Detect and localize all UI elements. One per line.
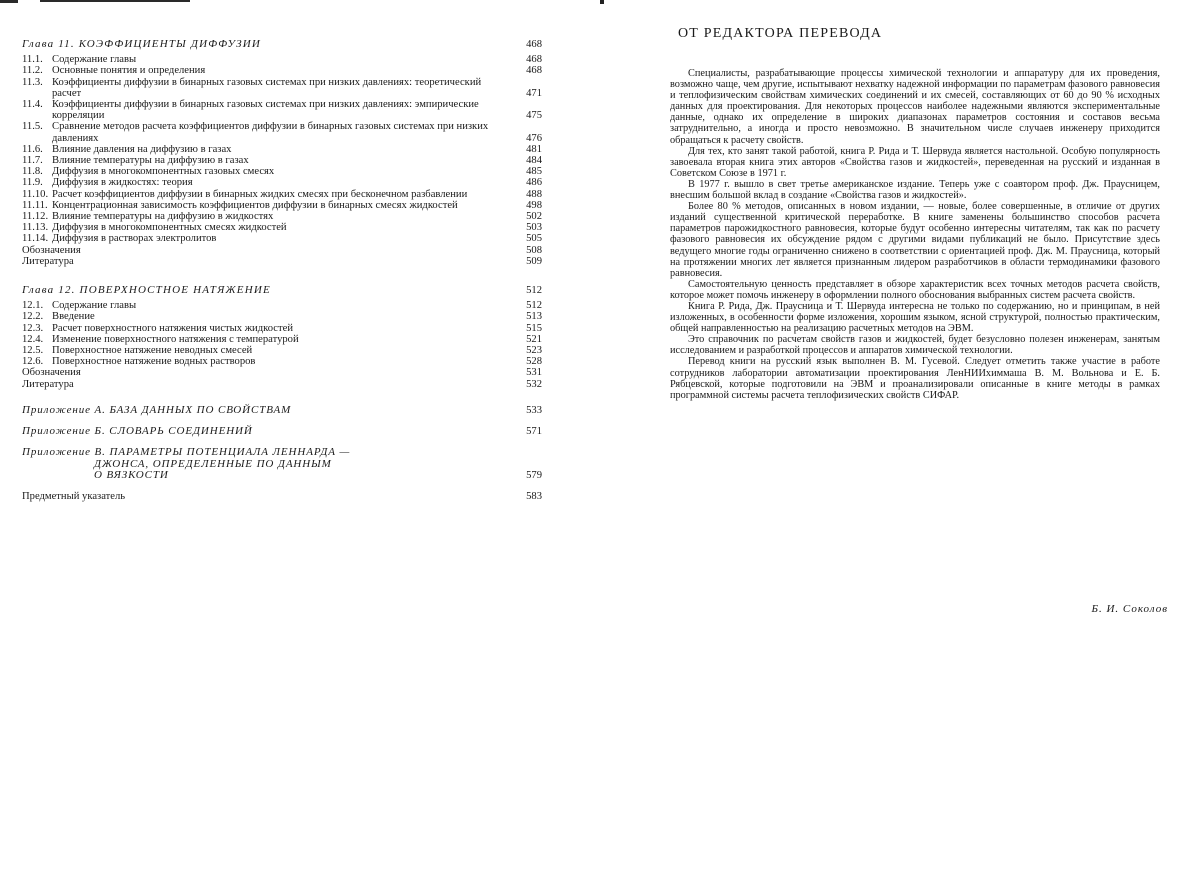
entry-number: 11.1. (22, 54, 43, 66)
entry-page: 486 (526, 177, 542, 189)
entry-page: 468 (526, 65, 542, 77)
entry-number: 11.7. (22, 155, 43, 167)
toc-entry (22, 334, 542, 345)
entry-number: 11.2. (22, 65, 43, 77)
toc-entry (22, 166, 542, 177)
entry-number: 11.13. (22, 222, 49, 234)
entry-page: 513 (526, 311, 542, 323)
toc-entry (22, 189, 542, 200)
toc-entry (22, 155, 542, 166)
toc-entry (22, 65, 542, 76)
toc-chapter (22, 285, 542, 390)
entry-number: 11.6. (22, 143, 43, 155)
tail-page: 508 (526, 244, 542, 256)
editor-signature: Б. И. Соколов (1091, 603, 1168, 615)
toc-entry (22, 233, 542, 244)
preface-paragraph: Для тех, кто занят такой работой, книга Р. Рида и Т. Шервуда является настольной. Особую популярность завоевала вторая книга этих авторов «Свойства газов и жидкостей», переведенная на русский и изданная в Советском Союзе в 1971 г. (670, 145, 1160, 179)
appendix-title: Приложение Б. СЛОВАРЬ СОЕДИНЕНИЙ (22, 425, 253, 438)
toc-entry (22, 311, 542, 322)
toc-entry (22, 77, 542, 99)
entry-number: 12.5. (22, 345, 44, 357)
entry-number: 11.10. (22, 188, 49, 200)
index-page: 583 (526, 490, 542, 502)
tail-title: Литература (22, 378, 74, 390)
entry-page: 528 (526, 356, 542, 368)
entry-number: 11.5. (22, 121, 43, 133)
chapter-page: 512 (526, 285, 542, 297)
toc-entry (22, 356, 542, 367)
toc-entry (22, 121, 542, 143)
toc-entry (22, 99, 542, 121)
entry-title: Сравнение методов расчета коэффициентов диффузии в бинарных газовых системах при низких давлениях (52, 121, 489, 144)
entry-title: Коэффициенты диффузии в бинарных газовых системах при низких давлениях: эмпирические корреляции (52, 99, 479, 122)
entry-page: 481 (526, 143, 542, 155)
entry-title: Диффузия в многокомпонентных смесях жидкостей (52, 222, 287, 234)
appendix-title-cont: О ВЯЗКОСТИ (94, 468, 169, 481)
entry-page: 512 (526, 300, 542, 312)
toc-appendix (22, 405, 542, 416)
entry-number: 11.8. (22, 166, 43, 178)
entry-title: Поверхностное натяжение водных растворов (52, 356, 256, 368)
preface-paragraph: Это справочник по расчетам свойств газов и жидкостей, будет безусловно полезен инженерам, занятым исследованием и разработкой процессов и аппаратов химической технологии. (670, 334, 1160, 357)
entry-title: Влияние температуры на диффузию в газах (52, 155, 249, 167)
entry-page: 475 (526, 110, 542, 122)
entry-page: 498 (526, 199, 542, 211)
entry-number: 11.9. (22, 177, 43, 189)
entry-title: Основные понятия и определения (52, 65, 206, 77)
entry-title: Диффузия в растворах электролитов (52, 233, 217, 245)
entry-title: Концентрационная зависимость коэффициентов диффузии в бинарных смесях жидкостей (52, 199, 458, 211)
toc-entry (22, 200, 542, 211)
entry-title: Расчет поверхностного натяжения чистых жидкостей (52, 322, 293, 334)
toc-index (22, 491, 542, 502)
appendix-title: Приложение А. БАЗА ДАННЫХ ПО СВОЙСТВАМ (22, 403, 292, 416)
entry-number: 12.2. (22, 311, 44, 323)
entry-number: 11.11. (22, 199, 48, 211)
toc-entry (22, 211, 542, 222)
toc-entry (22, 144, 542, 155)
preface-paragraph: Перевод книги на русский язык выполнен В. М. Гусевой. Следует отметить также участие в работе сотрудников лаборатории автоматизации проектирования ЛенНИИхиммаша В. М. Вольнова и Е. Б. Рябцевской, которые подготовили на ЭВМ и проанализировали описанные в книге методы в рамках программной системы расчета теплофизических свойств СИФАР. (670, 356, 1160, 401)
entry-number: 12.1. (22, 300, 44, 312)
tail-title: Литература (22, 255, 74, 267)
toc-entry (22, 300, 542, 311)
chapter-title: Глава 11. КОЭФФИЦИЕНТЫ ДИФФУЗИИ (22, 38, 262, 50)
appendix-page: 579 (526, 469, 542, 481)
entry-page: 468 (526, 54, 542, 66)
chapter-title: Глава 12. ПОВЕРХНОСТНОЕ НАТЯЖЕНИЕ (22, 284, 271, 297)
toc-appendix (22, 447, 542, 481)
entry-number: 12.3. (22, 322, 44, 334)
preface-paragraph: Самостоятельную ценность представляет в обзоре характеристик всех точных методов расчета свойств, которое может помочь инженеру в оформлении полного обоснования выбранных систем расчета свойств. (670, 278, 1160, 301)
entry-page: 485 (526, 166, 542, 178)
toc-entry (22, 177, 542, 188)
entry-number: 12.4. (22, 333, 44, 345)
index-title: Предметный указатель (22, 490, 126, 502)
scan-edge-mark (0, 0, 18, 3)
table-of-contents (22, 36, 542, 502)
entry-title: Расчет коэффициентов диффузии в бинарных жидких смесях при бесконечном разбавлении (52, 188, 468, 200)
toc-chapter (22, 39, 542, 267)
entry-number: 11.4. (22, 99, 43, 111)
tail-title: Обозначения (22, 367, 81, 379)
entry-title: Влияние давления на диффузию в газах (52, 143, 232, 155)
appendix-page: 571 (526, 426, 542, 438)
entry-title: Поверхностное натяжение неводных смесей (52, 345, 253, 357)
preface-paragraph: Специалисты, разрабатывающие процессы химической технологии и аппаратуру для их проведения, возможно чаще, чем другие, испытывают нехватку надежной информации по параметрам фазового равновесия и теплофизическим свойствам химических соединений и их смесей, составляющих от 60 до 90 % исходных данных для проектирования. Для некоторых процессов наиболее надежными являются экспериментальные данные, однако их определение в широких диапазонах параметров состояния и составов весьма затруднительно, а иногда и просто невозможно. В значительном числе случаев инженеру приходится обращаться к расчету свойств. (670, 68, 1160, 146)
toc-entry (22, 222, 542, 233)
scan-top-bar (40, 0, 190, 2)
entry-title: Содержание главы (52, 300, 137, 312)
entry-number: 11.12. (22, 211, 49, 223)
toc-entry (22, 54, 542, 65)
entry-number: 11.14. (22, 233, 49, 245)
preface-paragraph: В 1977 г. вышло в свет третье американское издание. Теперь уже с соавтором проф. Дж. Праусницем, внесшим большой вклад в создание «Свойства газов и жидкостей». (670, 178, 1160, 202)
editor-preface-title: ОТ РЕДАКТОРА ПЕРЕВОДА (678, 26, 883, 41)
entry-title: Изменение поверхностного натяжения с температурой (52, 333, 299, 345)
toc-entry (22, 345, 542, 356)
entry-page: 505 (526, 233, 542, 245)
chapter-page: 468 (526, 39, 542, 50)
entry-page: 484 (526, 155, 542, 167)
toc-tail-entry (22, 379, 542, 390)
entry-page: 521 (526, 333, 542, 345)
entry-page: 523 (526, 345, 542, 357)
right-page (600, 0, 1200, 887)
entry-title: Влияние температуры на диффузию в жидкостях (52, 211, 274, 223)
entry-number: 12.6. (22, 356, 44, 368)
preface-paragraph: Более 80 % методов, описанных в новом издании, — новые, более совершенные, в отличие от других изданий существенной критической переработке. В книге заменены большинство способов расчета параметров парожидкостного равновесия, которые будут особенно интересны читателям, так как по расчету фазового равновесия их обсуждение рядом с другими видами публикаций не было. Присутствие здесь ведущего многие годы ограниченно снижено в соответствии с ориентацией проф. Дж. М. Праусница, который на протяжении многих лет является признанным лидером разработчиков в области термодинамики фазового равновесия. (670, 201, 1160, 279)
entry-page: 515 (526, 322, 542, 334)
toc-tail-entry (22, 367, 542, 378)
chapter-heading (22, 285, 542, 296)
entry-title: Диффузия в жидкостях: теория (52, 177, 193, 189)
tail-page: 532 (526, 378, 542, 390)
toc-tail-entry (22, 256, 542, 267)
appendix-title-cont: ДЖОНСА, ОПРЕДЕЛЕННЫЕ ПО ДАННЫМ (94, 457, 332, 470)
chapter-heading (22, 39, 542, 50)
scan-center-mark (600, 0, 604, 4)
entry-page: 503 (526, 222, 542, 234)
entry-title: Введение (52, 311, 95, 323)
editor-preface-body (670, 68, 1160, 401)
appendix-title: Приложение В. ПАРАМЕТРЫ ПОТЕНЦИАЛА ЛЕННАРДА — (22, 446, 351, 459)
toc-tail-entry (22, 245, 542, 256)
entry-title: Содержание главы (52, 54, 137, 66)
appendix-page: 533 (526, 404, 542, 416)
tail-page: 509 (526, 255, 542, 267)
tail-title: Обозначения (22, 244, 81, 256)
entry-number: 11.3. (22, 76, 43, 88)
tail-page: 531 (526, 367, 542, 379)
preface-paragraph: Книга Р. Рида, Дж. Праусница и Т. Шервуда интересна не только по содержанию, но и принципам, в ней изложенных, в особенности форме изложения, хорошим языком, ясной структурой, полностью практическим, общей направленностью на реализацию расчетных методов на ЭВМ. (670, 300, 1160, 335)
entry-page: 502 (526, 211, 542, 223)
entry-title: Диффузия в многокомпонентных газовых смесях (52, 166, 275, 178)
entry-page: 471 (526, 87, 542, 99)
entry-page: 488 (526, 188, 542, 200)
entry-title: Коэффициенты диффузии в бинарных газовых системах при низких давлениях: теоретический расчет (52, 76, 482, 99)
entry-page: 476 (526, 132, 542, 144)
toc-appendix (22, 426, 542, 437)
toc-entry (22, 323, 542, 334)
